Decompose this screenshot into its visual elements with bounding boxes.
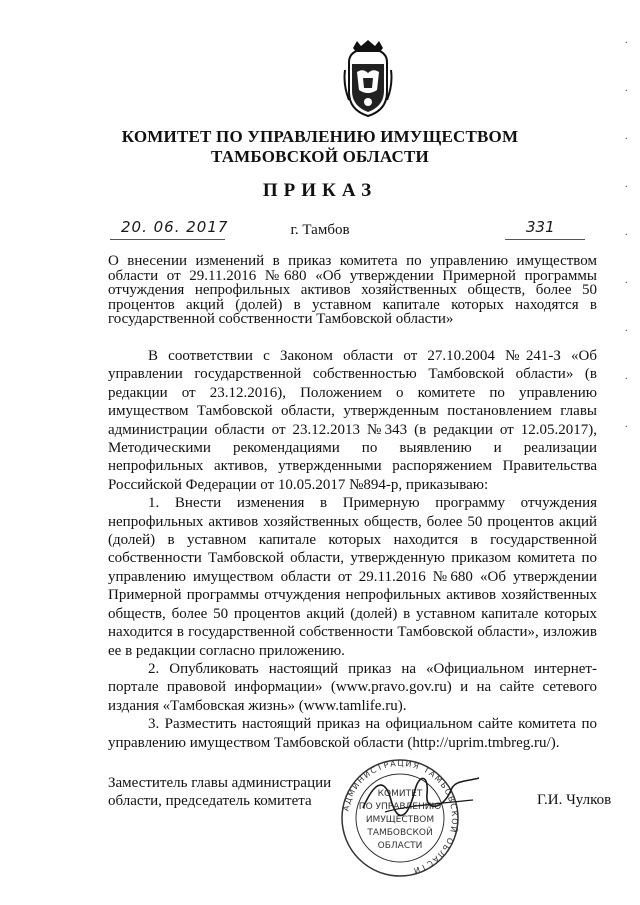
number-underline bbox=[505, 239, 585, 240]
org-name-line1: КОМИТЕТ ПО УПРАВЛЕНИЮ ИМУЩЕСТВОМ bbox=[121, 127, 519, 146]
signer-name: Г.И. Чулков bbox=[537, 792, 612, 808]
stamp-line5: ОБЛАСТИ bbox=[377, 841, 423, 851]
stamp-line3: ИМУЩЕСТВОМ bbox=[365, 815, 435, 825]
order-body bbox=[108, 347, 597, 752]
org-name-line2: ТАМБОВСКОЙ ОБЛАСТИ bbox=[211, 147, 429, 166]
signer-position-line1: Заместитель главы администрации bbox=[108, 775, 332, 791]
signer-position bbox=[108, 774, 331, 810]
preamble-paragraph: В соответствии с Законом области от 27.10.2004 №241-З «Об управлении государственной собственностью Тамбовской области» (в редакции от 23.12.2016), Положением о комитете по управлению имуществом Тамбовской области, утвержденным постановлением главы администрации области от 23.12.2013 №343 (в редакции от 12.05.2017), Методическими рекомендациями по выявлению и реализации непрофильных активов, утвержденными распоряжением Правительства Российской Федерации от 10.05.2017 №894-р, приказываю: bbox=[108, 348, 597, 493]
scan-margin-dots: · · · · · · · · · bbox=[624, 38, 628, 433]
stamp-line2: ПО УПРАВЛЕНИЮ bbox=[358, 802, 442, 812]
city: г. Тамбов bbox=[290, 222, 350, 238]
order-date: 20. 06. 2017 bbox=[121, 218, 229, 236]
stamp-line1: КОМИТЕТ bbox=[377, 789, 423, 799]
signer-position-line2: области, председатель комитета bbox=[108, 793, 312, 809]
item-3-paragraph: 3. Разместить настоящий приказ на официальном сайте комитета по управлению имуществом Тамбовской области (http://uprim.tmbreg.ru/). bbox=[108, 716, 597, 751]
document-type: ПРИКАЗ bbox=[262, 180, 378, 201]
item-1-paragraph: 1. Внести изменения в Примерную программу отчуждения непрофильных активов хозяйственных обществ, более 50 процентов акций (долей) в уставном капитале которых находится в государственной собственности Тамбовской области, утвержденную приказом комитета по управлению имуществом области от 29.11.2016 №680 «Об утверждении Примерной программы отчуждения непрофильных активов хозяйственных обществ, более 50 процентов акций (долей) в уставном капитале которых находится в государственной собственности Тамбовской области», изложив ее в редакции согласно приложению. bbox=[108, 495, 597, 659]
handwritten-signature bbox=[355, 760, 485, 840]
order-number: 331 bbox=[526, 218, 555, 236]
date-underline bbox=[110, 239, 225, 240]
stamp-line4: ТАМБОВСКОЙ bbox=[367, 828, 433, 838]
item-2-paragraph: 2. Опубликовать настоящий приказ на «Официальном интернет-портале правовой информации» (www.pravo.gov.ru) и на сайте сетевого издания «Тамбовская жизнь» (www.tamlife.ru). bbox=[108, 660, 597, 714]
order-subject: О внесении изменений в приказ комитета по управлению имуществом области от 29.11.2016 №680 «Об утверждении Примерной программы отчуждения непрофильных активов хозяйственных обществ, более 50 процентов акций (долей) в уставном капитале которых находятся в государственной собственности Тамбовской области» bbox=[108, 253, 597, 327]
coat-of-arms-icon bbox=[343, 40, 393, 118]
stamp-ring-text: АДМИНИСТРАЦИЯ ТАМБОВСКОЙ ОБЛАСТИ bbox=[341, 758, 460, 876]
